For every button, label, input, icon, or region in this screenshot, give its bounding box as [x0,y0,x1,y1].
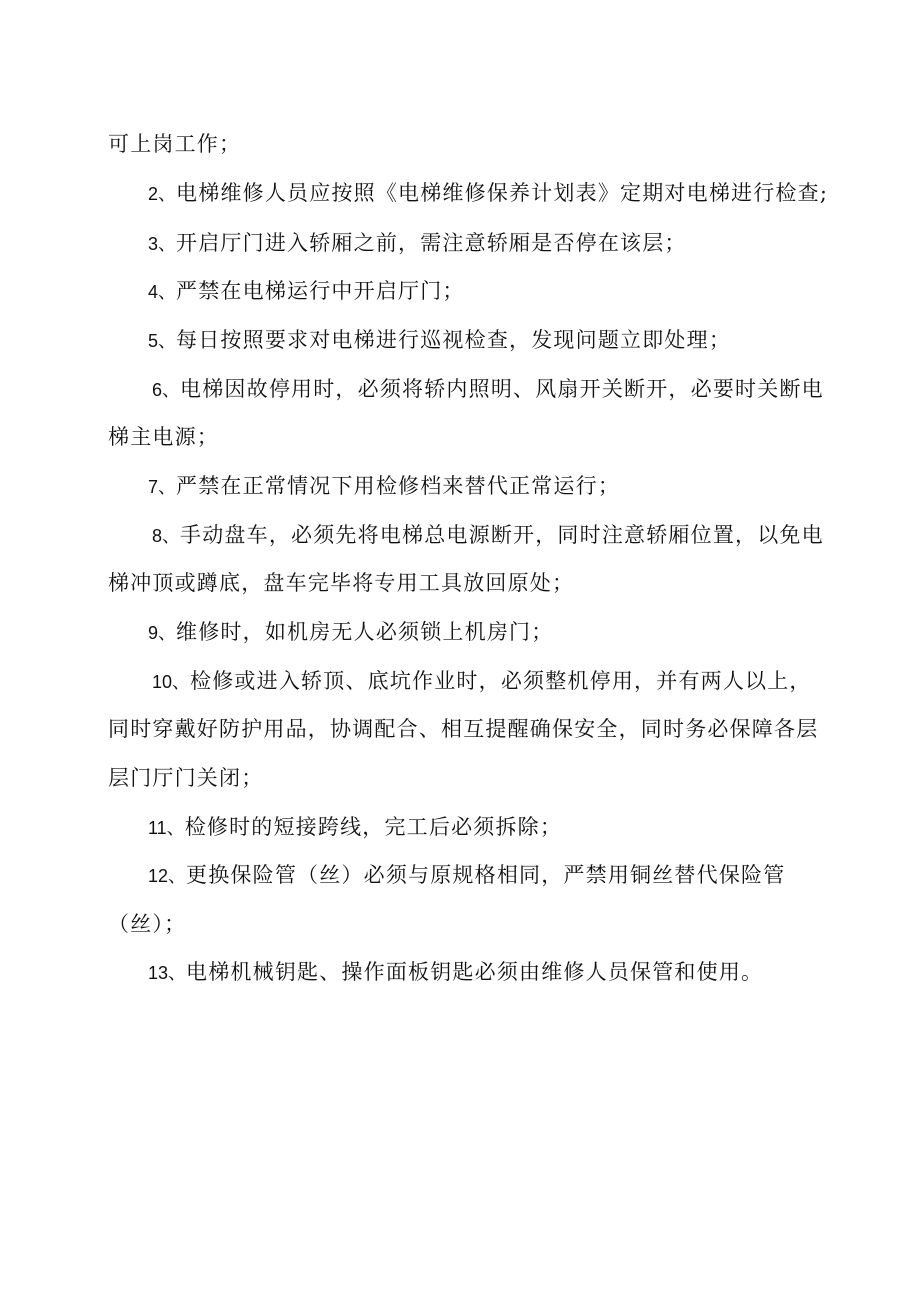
item-text: 层门厅门关闭； [108,766,264,790]
item-text: 开启厅门进入轿厢之前，需注意轿厢是否停在该层； [176,231,687,255]
text-line [0,413,920,461]
text-line [0,754,920,802]
text-line [0,267,920,315]
item-number: 6、 [152,380,181,400]
text-line [0,316,920,364]
text-line [0,803,920,851]
text-line [0,900,920,948]
item-number: 8、 [152,526,181,546]
item-text: 手动盘车，必须先将电梯总电源断开，同时注意轿厢位置，以免电 [180,523,824,547]
item-number: 12、 [148,866,187,886]
item-text: 可上岗工作； [108,132,242,156]
item-text: 严禁在电梯运行中开启厅门； [176,279,465,303]
item-text: 维修时，如机房无人必须锁上机房门； [176,620,554,644]
item-number: 3、 [148,234,177,254]
item-text: 检修或进入轿顶、底坑作业时，必须整机停用，并有两人以上， [190,669,812,693]
item-text: 同时穿戴好防护用品，协调配合、相互提醒确保安全，同时务必保障各层 [108,717,819,741]
text-line [0,608,920,656]
text-line [0,169,920,217]
item-text: 梯主电源； [108,425,219,449]
item-text: 电梯因故停用时，必须将轿内照明、风扇开关断开，必要时关断电 [180,377,824,401]
text-line [0,462,920,510]
item-text: 电梯机械钥匙、操作面板钥匙必须由维修人员保管和使用。 [186,960,764,984]
text-line [0,851,920,899]
text-line [0,948,920,996]
item-text: 严禁在正常情况下用检修档来替代正常运行； [176,474,621,498]
text-line [0,559,920,607]
text-line [0,120,920,168]
item-number: 4、 [148,282,177,302]
item-text: 每日按照要求对电梯进行巡视检查，发现问题立即处理； [176,328,732,352]
item-number: 5、 [148,331,177,351]
item-text: 更换保险管（丝）必须与原规格相同，严禁用铜丝替代保险管 [186,863,786,887]
item-number: 10、 [152,672,191,692]
item-number: 9、 [148,623,177,643]
item-text: 检修时的短接跨线，完工后必须拆除； [184,815,563,839]
item-number: 2、 [148,184,177,204]
item-text: 电梯维修人员应按照《电梯维修保养计划表》定期对电梯进行检查; [176,181,829,205]
item-number: 7、 [148,477,177,497]
item-number: 13、 [148,963,187,983]
item-text: （丝）； [108,912,187,936]
text-line [0,219,920,267]
text-line [0,511,920,559]
text-line [0,705,920,753]
item-text: 梯冲顶或蹲底，盘车完毕将专用工具放回原处； [108,571,575,595]
text-line [0,657,920,705]
item-number: 11、 [148,818,185,838]
text-line [0,365,920,413]
